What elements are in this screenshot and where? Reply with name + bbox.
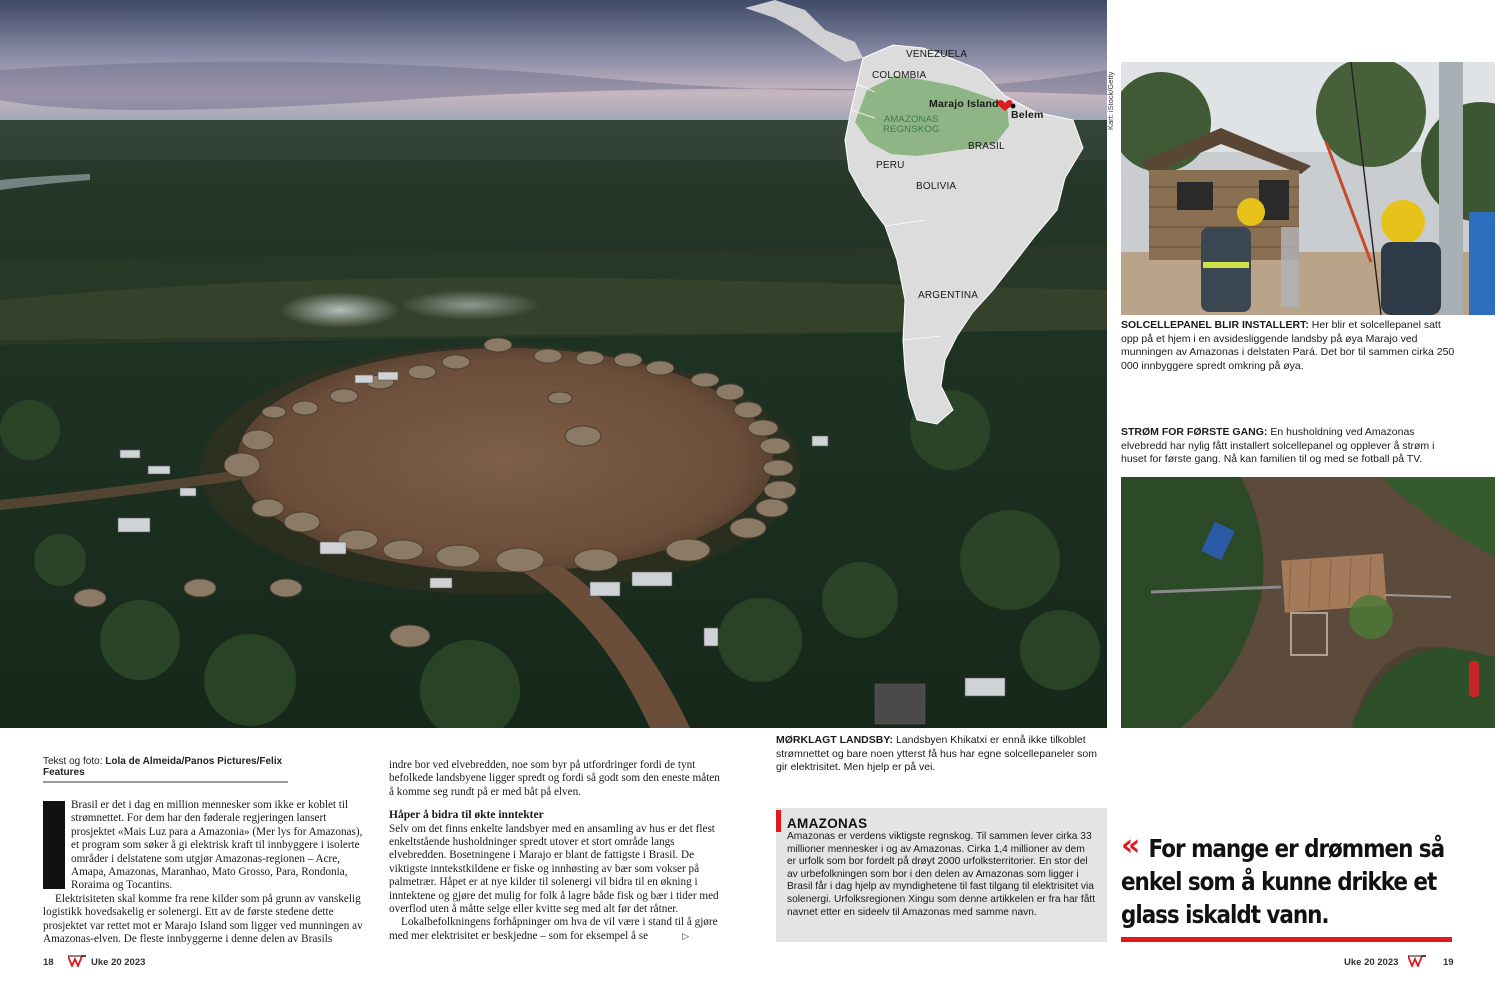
- article-paragraph: Brasil er det i dag en million mennesker som ikke er koblet til strømnettet. For dem har den føderale regjeringen lansert prosjektet «Mais Luz para a Amazonia» (Mer lys for Amazonas), et program som søker å gi elektrisk kraft til innbyggere i isolerte områder i delstatene som utgjør Amazonas-regionen – Acre, Amapa, Amazonas, Maranhao, Mato Grosso, Para, Rondonia, Roraima og Tocantins.: [71, 799, 363, 892]
- belem-dot: [1011, 104, 1016, 109]
- map-label-bolivia: BOLIVIA: [916, 181, 957, 192]
- map-label-colombia: COLOMBIA: [872, 70, 927, 81]
- caption-power-head: STRØM FOR FØRSTE GANG:: [1121, 426, 1268, 438]
- map-label-rainforest: AMAZONAS REGNSKOG: [883, 114, 940, 135]
- caption-solar: [1121, 319, 1455, 373]
- map-label-marajo: Marajo Island: [929, 98, 999, 110]
- caption-power: [1121, 426, 1455, 467]
- article-paragraph: Lokalbefolkningens forhåpninger om hva de vil være i stand til å gjøre med mer elektrisitet er beskjedne – som for eksempel å se: [389, 916, 718, 942]
- drop-cap-block: [43, 801, 65, 889]
- article-paragraph: Selv om det finns enkelte landsbyer med en ansamling av hus er det flest enkeltstående husholdninger spredt utover et stort område langs elvebredden. Bosetningene i Marajo er blant de fattigste i Brasil. De viktigste inntekstkildene er fiske og innhøsting av bær som vokser på palmetrær. Håpet er at nye kilder til solenergi vil bidra til en økning i inntektene og gjøre det mulig for folk å lagre både fisk og bær i tider med overflod uten å måtte selge eller kvitte seg med alt før det råtner.: [389, 822, 719, 916]
- factbox-title: AMAZONAS: [787, 816, 868, 831]
- article-paragraph: indre bor ved elvebredden, noe som byr på utfordringer fordi de tynt befolkede landsbyene ligger spredt og fordi så godt som den eneste måten å komme seg rundt på er med båt på elven.: [389, 759, 720, 798]
- pull-quote-rule: [1121, 937, 1452, 942]
- map-label-brasil: BRASIL: [968, 141, 1005, 152]
- caption-village-body: Landsbyen Khikatxi er ennå ikke tilkoblet strømnettet og bare noen ytterst få hus har egne solcellepaneler som gir elektrisitet. Men hjelp er på vei.: [776, 734, 1098, 773]
- photo-credit: [43, 756, 288, 783]
- caption-village-head: MØRKLAGT LANDSBY:: [776, 734, 894, 746]
- map-credit: Kart: iStock/Getty: [1106, 71, 1115, 130]
- solar-installation-photo: [1121, 62, 1495, 315]
- article-subheading: Håper å bidra til økte inntekter: [389, 809, 544, 822]
- issue-label-right: Uke 20 2023: [1344, 957, 1399, 968]
- caption-solar-head: SOLCELLEPANEL BLIR INSTALLERT:: [1121, 319, 1309, 331]
- article-column-2: [389, 759, 720, 944]
- map-label-belem: Belem: [1011, 109, 1044, 121]
- south-america-map: [745, 0, 1107, 430]
- credit-label: Tekst og foto:: [43, 756, 103, 767]
- factbox-amazonas: [776, 808, 1107, 942]
- credit-name: Lola de Almeida/Panos Pictures/Felix Features: [43, 756, 283, 778]
- page-number-right: 19: [1443, 957, 1454, 968]
- pull-quote: [1121, 828, 1453, 931]
- central-america-shape: [745, 0, 863, 62]
- magazine-logo-icon: [68, 955, 86, 967]
- article-paragraph: Elektrisiteten skal komme fra rene kilder som på grunn av vanskelig logistikk hovedsakelig er solenergi. Ett av de første stedene dette prosjektet var rettet mot er Marajo Island som ligger ved munningen av Amazonas-elven. De fleste innbyggerne i denne delen av Brasils: [43, 892, 363, 946]
- article-column-1: [43, 799, 373, 946]
- factbox-accent-bar: [776, 810, 781, 832]
- caption-village: [776, 734, 1106, 775]
- map-label-argentina: ARGENTINA: [918, 290, 979, 301]
- caption-solar-body: Her blir et solcellepanel satt opp på et hjem i en avsidesliggende landsby på øya Marajo ved munningen av Amazonas i delstaten Pará. Det bor til sammen cirka 250 000 innbyggere spredt omkring på øya.: [1121, 319, 1455, 372]
- quote-mark-icon: «: [1121, 828, 1141, 863]
- magazine-logo-icon: [1408, 955, 1426, 967]
- issue-label-left: Uke 20 2023: [91, 957, 146, 968]
- factbox-body: Amazonas er verdens viktigste regnskog. Til sammen lever cirka 33 millioner mennesker i og av Amazonas. Cirka 1,4 millioner av dem er urfolk som bor fordelt på drøyt 2000 urfolksterritorier. En stor del av urbefolkningen som bor i den delen av Amazonas som ligger i Brasil får i dag hjelp av myndighetene til fast tilgang til elektrisitet via solenergi. Urfolksregionen Xingu som denne artikkelen er fra har fått navnet etter en sideelv til Amazonas med samme navn.: [787, 831, 1096, 918]
- map-label-peru: PERU: [876, 160, 905, 171]
- page-number-left: 18: [43, 957, 54, 968]
- flooded-house-aerial-photo: [1121, 477, 1495, 728]
- map-label-venezuela: VENEZUELA: [906, 49, 968, 60]
- pull-quote-text: For mange er drømmen så enkel som å kunne drikke et glass iskaldt vann.: [1121, 834, 1445, 929]
- triangle-right-icon: ▷: [682, 931, 690, 942]
- caption-power-body: En husholdning ved Amazonas elvebredd har nylig fått installert solcellepanel og opplever å strøm i huset for første gang. Nå kan familien til og med se fotball på TV.: [1121, 426, 1435, 465]
